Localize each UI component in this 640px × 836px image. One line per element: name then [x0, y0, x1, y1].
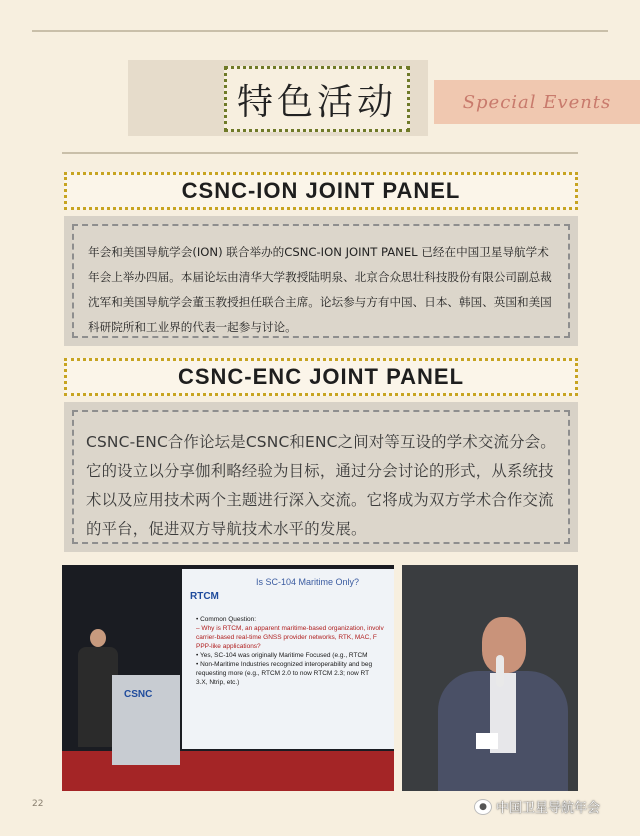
- panel-text-enc: CSNC-ENC合作论坛是CSNC和ENC之间对等互设的学术交流分会。它的设立以分享伽利略经验为目标，通过分会讨论的形式，从系统技术以及应用技术两个主题进行深入交流。它将成为双方学术合作交流的平台，促进双方导航技术水平的发展。: [72, 410, 570, 544]
- panel-title-enc: CSNC-ENC JOINT PANEL: [64, 358, 578, 396]
- slide-title: Is SC-104 Maritime Only?: [256, 577, 360, 587]
- slide-line: carrier-based real-time GNSS provider networks, RTK, MAC, F: [196, 634, 377, 641]
- section-divider: [62, 152, 578, 154]
- english-subtitle: Special Events: [434, 80, 640, 124]
- slide-logo: RTCM: [190, 591, 219, 602]
- photo-conference-presentation: [62, 565, 394, 791]
- top-divider: [32, 30, 608, 32]
- panel-text-ion: 年会和美国导航学会(ION) 联合举办的CSNC-ION JOINT PANEL 已经在中国卫星导航学术年会上举办四届。本届论坛由清华大学教授陆明泉、北京合众思壮科技股份有限公司副总裁沈军和美国导航学会董玉教授担任联合主席。论坛参与方有中国、日本、韩国、英国和美国科研院所和工业界的代表一起参与讨论。: [72, 224, 570, 338]
- watermark-text: 中国卫星导航年会: [496, 801, 601, 816]
- slide-line: 3.X, Ntrip, etc.): [196, 679, 240, 686]
- slide-line: – Why is RTCM, an apparent maritime-based organization, involv: [196, 625, 384, 632]
- slide-text: [196, 615, 388, 687]
- name-badge: [476, 733, 498, 749]
- podium-logo: CSNC: [124, 689, 153, 700]
- projection-screen: [182, 569, 394, 749]
- speaker-head: [482, 617, 526, 673]
- photo-speaker-portrait: [402, 565, 578, 791]
- slide-line: • Yes, SC-104 was originally Maritime Focused (e.g., RTCM: [196, 652, 368, 659]
- page-title: 特色活动: [224, 66, 410, 132]
- panel-box-enc: [64, 402, 578, 552]
- microphone: [496, 655, 504, 687]
- wechat-icon: ●: [474, 799, 492, 815]
- slide-line: requesting more (e.g., RTCM 2.0 to now RTCM 2.3; now RT: [196, 670, 370, 677]
- page-number: 22: [32, 799, 44, 809]
- speaker-head: [90, 629, 106, 647]
- podium: [112, 675, 180, 765]
- slide-line: • Non-Maritime Industries recognized interoperability and beg: [196, 661, 373, 668]
- slide-line: PPP-like applications?: [196, 643, 261, 650]
- watermark: [474, 797, 600, 816]
- panel-title-ion: CSNC-ION JOINT PANEL: [64, 172, 578, 210]
- slide-line: • Common Question:: [196, 616, 257, 623]
- panel-box-ion: [64, 216, 578, 346]
